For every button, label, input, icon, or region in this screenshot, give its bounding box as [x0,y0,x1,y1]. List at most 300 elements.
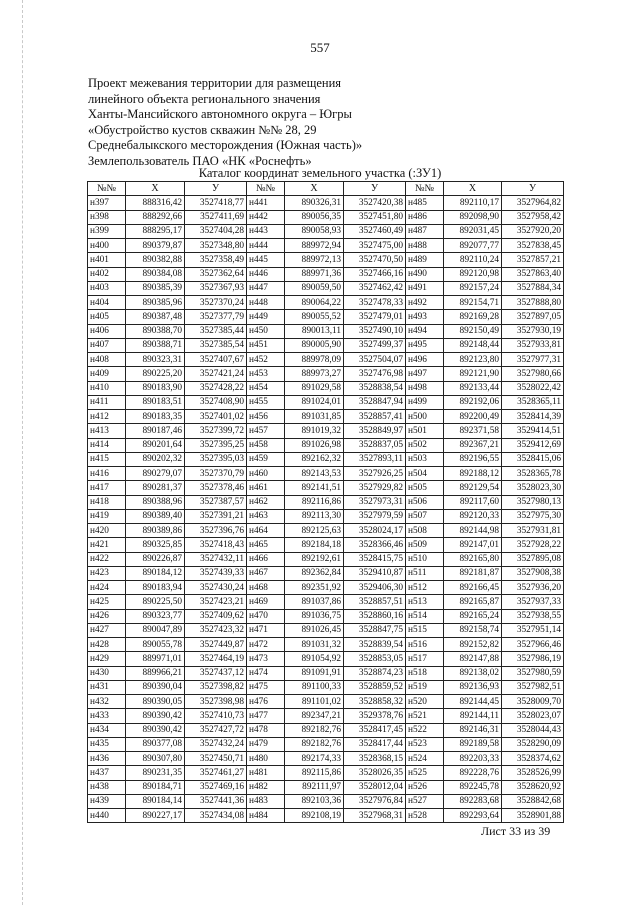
x-coordinate-cell: 892123,80 [444,353,502,367]
point-id-cell: н429 [88,652,126,666]
point-id-cell: н492 [406,296,444,310]
y-coordinate-cell: 3527964,82 [502,196,564,210]
y-coordinate-cell: 3527396,76 [185,524,247,538]
point-id-cell: н518 [406,666,444,680]
point-id-cell: н489 [406,253,444,267]
point-id-cell: н427 [88,623,126,637]
point-id-cell: н460 [247,467,285,481]
point-id-cell: н487 [406,224,444,238]
y-coordinate-cell: 3528415,06 [502,452,564,466]
x-coordinate-cell: 890384,08 [126,267,185,281]
table-row [88,638,564,652]
x-coordinate-cell: 892146,31 [444,723,502,737]
x-coordinate-cell: 890281,37 [126,481,185,495]
x-coordinate-cell: 892108,19 [285,809,344,823]
y-coordinate-cell: 3527398,98 [185,695,247,709]
table-row [88,224,564,238]
x-coordinate-cell: 892111,97 [285,780,344,794]
point-id-cell: н477 [247,709,285,723]
column-header: У [185,182,247,196]
y-coordinate-cell: 3528839,54 [344,638,406,652]
point-id-cell: н509 [406,538,444,552]
x-coordinate-cell: 890385,39 [126,281,185,295]
y-coordinate-cell: 3528366,46 [344,538,406,552]
x-coordinate-cell: 892148,44 [444,338,502,352]
x-coordinate-cell: 892182,76 [285,737,344,751]
point-id-cell: н519 [406,680,444,694]
point-id-cell: н456 [247,410,285,424]
y-coordinate-cell: 3527893,11 [344,452,406,466]
column-header: X [285,182,344,196]
x-coordinate-cell: 890013,11 [285,324,344,338]
y-coordinate-cell: 3527951,14 [502,623,564,637]
point-id-cell: н410 [88,381,126,395]
y-coordinate-cell: 3527348,80 [185,239,247,253]
y-coordinate-cell: 3527929,82 [344,481,406,495]
x-coordinate-cell: 892200,49 [444,410,502,424]
y-coordinate-cell: 3527980,59 [502,666,564,680]
point-id-cell: н523 [406,737,444,751]
y-coordinate-cell: 3527895,08 [502,552,564,566]
point-id-cell: н471 [247,623,285,637]
y-coordinate-cell: 3527470,50 [344,253,406,267]
point-id-cell: н424 [88,581,126,595]
table-row [88,509,564,523]
x-coordinate-cell: 890055,78 [126,638,185,652]
y-coordinate-cell: 3527401,02 [185,410,247,424]
table-row [88,381,564,395]
point-id-cell: н475 [247,680,285,694]
table-row [88,395,564,409]
x-coordinate-cell: 892110,24 [444,253,502,267]
x-coordinate-cell: 892077,77 [444,239,502,253]
x-coordinate-cell: 888295,17 [126,224,185,238]
x-coordinate-cell: 890390,05 [126,695,185,709]
point-id-cell: н404 [88,296,126,310]
point-id-cell: н527 [406,794,444,808]
point-id-cell: н472 [247,638,285,652]
point-id-cell: н490 [406,267,444,281]
point-id-cell: н444 [247,239,285,253]
table-row [88,239,564,253]
point-id-cell: н433 [88,709,126,723]
x-coordinate-cell: 892147,01 [444,538,502,552]
y-coordinate-cell: 3527418,43 [185,538,247,552]
point-id-cell: н446 [247,267,285,281]
x-coordinate-cell: 892184,18 [285,538,344,552]
x-coordinate-cell: 891031,85 [285,410,344,424]
x-coordinate-cell: 892129,54 [444,481,502,495]
y-coordinate-cell: 3527451,80 [344,210,406,224]
x-coordinate-cell: 890202,32 [126,452,185,466]
point-id-cell: н476 [247,695,285,709]
y-coordinate-cell: 3527975,30 [502,509,564,523]
point-id-cell: н511 [406,566,444,580]
y-coordinate-cell: 3527462,42 [344,281,406,295]
y-coordinate-cell: 3527395,03 [185,452,247,466]
y-coordinate-cell: 3527977,31 [502,353,564,367]
y-coordinate-cell: 3527378,46 [185,481,247,495]
y-coordinate-cell: 3527407,67 [185,353,247,367]
y-coordinate-cell: 3527884,34 [502,281,564,295]
x-coordinate-cell: 891101,02 [285,695,344,709]
point-id-cell: н464 [247,524,285,538]
point-id-cell: н449 [247,310,285,324]
x-coordinate-cell: 890388,70 [126,324,185,338]
x-coordinate-cell: 892150,49 [444,324,502,338]
table-row [88,809,564,823]
x-coordinate-cell: 892182,76 [285,723,344,737]
table-row [88,424,564,438]
x-coordinate-cell: 890382,88 [126,253,185,267]
x-coordinate-cell: 892157,24 [444,281,502,295]
x-coordinate-cell: 892143,53 [285,467,344,481]
x-coordinate-cell: 892141,51 [285,481,344,495]
y-coordinate-cell: 3528012,04 [344,780,406,794]
point-id-cell: н506 [406,495,444,509]
point-id-cell: н467 [247,566,285,580]
x-coordinate-cell: 892117,60 [444,495,502,509]
header-line: «Обустройство кустов скважин №№ 28, 29 [88,122,317,137]
x-coordinate-cell: 890279,07 [126,467,185,481]
point-id-cell: н454 [247,381,285,395]
point-id-cell: н493 [406,310,444,324]
x-coordinate-cell: 889972,94 [285,239,344,253]
y-coordinate-cell: 3528368,15 [344,752,406,766]
table-row [88,196,564,210]
x-coordinate-cell: 890389,40 [126,509,185,523]
x-coordinate-cell: 889973,27 [285,367,344,381]
x-coordinate-cell: 891029,58 [285,381,344,395]
point-id-cell: н513 [406,595,444,609]
y-coordinate-cell: 3527398,82 [185,680,247,694]
point-id-cell: н431 [88,680,126,694]
y-coordinate-cell: 3527499,37 [344,338,406,352]
y-coordinate-cell: 3528022,42 [502,381,564,395]
x-coordinate-cell: 890059,50 [285,281,344,295]
point-id-cell: н474 [247,666,285,680]
table-row [88,310,564,324]
x-coordinate-cell: 892144,11 [444,709,502,723]
point-id-cell: н503 [406,452,444,466]
point-id-cell: н498 [406,381,444,395]
x-coordinate-cell: 890184,71 [126,780,185,794]
x-coordinate-cell: 889971,01 [126,652,185,666]
point-id-cell: н497 [406,367,444,381]
point-id-cell: н400 [88,239,126,253]
y-coordinate-cell: 3528009,70 [502,695,564,709]
point-id-cell: н401 [88,253,126,267]
y-coordinate-cell: 3528044,43 [502,723,564,737]
y-coordinate-cell: 3528374,62 [502,752,564,766]
point-id-cell: н517 [406,652,444,666]
x-coordinate-cell: 892144,98 [444,524,502,538]
x-coordinate-cell: 892116,86 [285,495,344,509]
point-id-cell: н501 [406,424,444,438]
point-id-cell: н434 [88,723,126,737]
table-row [88,353,564,367]
x-coordinate-cell: 892188,12 [444,467,502,481]
point-id-cell: н409 [88,367,126,381]
point-id-cell: н416 [88,467,126,481]
point-id-cell: н411 [88,395,126,409]
point-id-cell: н459 [247,452,285,466]
point-id-cell: н485 [406,196,444,210]
point-id-cell: н418 [88,495,126,509]
table-row [88,709,564,723]
header-line: Ханты-Мансийского автономного округа – Югры [88,107,352,122]
x-coordinate-cell: 892293,64 [444,809,502,823]
y-coordinate-cell: 3527439,33 [185,566,247,580]
y-coordinate-cell: 3527409,62 [185,609,247,623]
table-row [88,680,564,694]
column-header: №№ [247,182,285,196]
point-id-cell: н428 [88,638,126,652]
x-coordinate-cell: 892196,55 [444,452,502,466]
y-coordinate-cell: 3528414,39 [502,410,564,424]
table-row [88,609,564,623]
x-coordinate-cell: 892133,44 [444,381,502,395]
x-coordinate-cell: 892189,58 [444,737,502,751]
y-coordinate-cell: 3527450,71 [185,752,247,766]
point-id-cell: н483 [247,794,285,808]
table-row [88,566,564,580]
x-coordinate-cell: 890183,94 [126,581,185,595]
y-coordinate-cell: 3527958,42 [502,210,564,224]
table-row [88,495,564,509]
x-coordinate-cell: 890201,64 [126,438,185,452]
point-id-cell: н496 [406,353,444,367]
point-id-cell: н447 [247,281,285,295]
y-coordinate-cell: 3527420,38 [344,196,406,210]
y-coordinate-cell: 3527926,25 [344,467,406,481]
x-coordinate-cell: 892166,45 [444,581,502,595]
point-id-cell: н504 [406,467,444,481]
table-header-row [88,182,564,196]
y-coordinate-cell: 3527432,24 [185,737,247,751]
y-coordinate-cell: 3528859,52 [344,680,406,694]
table-row [88,652,564,666]
point-id-cell: н500 [406,410,444,424]
y-coordinate-cell: 3529412,69 [502,438,564,452]
x-coordinate-cell: 890005,90 [285,338,344,352]
y-coordinate-cell: 3527423,21 [185,595,247,609]
x-coordinate-cell: 890325,85 [126,538,185,552]
y-coordinate-cell: 3527928,22 [502,538,564,552]
x-coordinate-cell: 892031,45 [444,224,502,238]
table-row [88,210,564,224]
point-id-cell: н525 [406,766,444,780]
y-coordinate-cell: 3527920,20 [502,224,564,238]
x-coordinate-cell: 891037,86 [285,595,344,609]
y-coordinate-cell: 3527395,25 [185,438,247,452]
table-row [88,595,564,609]
point-id-cell: н468 [247,581,285,595]
table-row [88,695,564,709]
y-coordinate-cell: 3528858,32 [344,695,406,709]
x-coordinate-cell: 891054,92 [285,652,344,666]
x-coordinate-cell: 891031,32 [285,638,344,652]
point-id-cell: н442 [247,210,285,224]
y-coordinate-cell: 3527358,49 [185,253,247,267]
point-id-cell: н439 [88,794,126,808]
y-coordinate-cell: 3527423,32 [185,623,247,637]
y-coordinate-cell: 3528849,97 [344,424,406,438]
table-row [88,723,564,737]
table-row [88,524,564,538]
column-header: X [444,182,502,196]
y-coordinate-cell: 3528847,94 [344,395,406,409]
y-coordinate-cell: 3527490,10 [344,324,406,338]
x-coordinate-cell: 891026,45 [285,623,344,637]
point-id-cell: н435 [88,737,126,751]
point-id-cell: н412 [88,410,126,424]
point-id-cell: н461 [247,481,285,495]
sheet-counter: Лист 33 из 39 [481,824,551,838]
x-coordinate-cell: 892228,76 [444,766,502,780]
y-coordinate-cell: 3527370,24 [185,296,247,310]
table-row [88,737,564,751]
point-id-cell: н516 [406,638,444,652]
y-coordinate-cell: 3527475,00 [344,239,406,253]
point-id-cell: н480 [247,752,285,766]
y-coordinate-cell: 3527931,81 [502,524,564,538]
point-id-cell: н515 [406,623,444,637]
point-id-cell: н522 [406,723,444,737]
y-coordinate-cell: 3527933,81 [502,338,564,352]
y-coordinate-cell: 3528857,51 [344,595,406,609]
point-id-cell: н452 [247,353,285,367]
point-id-cell: н445 [247,253,285,267]
point-id-cell: н521 [406,709,444,723]
point-id-cell: н491 [406,281,444,295]
y-coordinate-cell: 3527980,66 [502,367,564,381]
y-coordinate-cell: 3528857,41 [344,410,406,424]
table-row [88,481,564,495]
y-coordinate-cell: 3527980,13 [502,495,564,509]
point-id-cell: н470 [247,609,285,623]
x-coordinate-cell: 889978,09 [285,353,344,367]
x-coordinate-cell: 892154,71 [444,296,502,310]
x-coordinate-cell: 891024,01 [285,395,344,409]
x-coordinate-cell: 892144,45 [444,695,502,709]
point-id-cell: н420 [88,524,126,538]
point-id-cell: н528 [406,809,444,823]
x-coordinate-cell: 890389,86 [126,524,185,538]
point-id-cell: н406 [88,324,126,338]
y-coordinate-cell: 3527362,64 [185,267,247,281]
point-id-cell: н478 [247,723,285,737]
x-coordinate-cell: 890225,20 [126,367,185,381]
point-id-cell: н512 [406,581,444,595]
x-coordinate-cell: 890385,96 [126,296,185,310]
x-coordinate-cell: 889971,36 [285,267,344,281]
point-id-cell: н508 [406,524,444,538]
x-coordinate-cell: 892192,06 [444,395,502,409]
y-coordinate-cell: 3528842,68 [502,794,564,808]
x-coordinate-cell: 892203,33 [444,752,502,766]
y-coordinate-cell: 3527408,90 [185,395,247,409]
x-coordinate-cell: 892162,32 [285,452,344,466]
y-coordinate-cell: 3527908,38 [502,566,564,580]
point-id-cell: н403 [88,281,126,295]
x-coordinate-cell: 892347,21 [285,709,344,723]
point-id-cell: н482 [247,780,285,794]
y-coordinate-cell: 3528901,88 [502,809,564,823]
y-coordinate-cell: 3528417,45 [344,723,406,737]
point-id-cell: н494 [406,324,444,338]
point-id-cell: н486 [406,210,444,224]
y-coordinate-cell: 3527888,80 [502,296,564,310]
y-coordinate-cell: 3528023,07 [502,709,564,723]
table-row [88,267,564,281]
header-line: Землепользователь ПАО «НК «Роснефть» [88,153,312,168]
y-coordinate-cell: 3527391,21 [185,509,247,523]
y-coordinate-cell: 3528023,30 [502,481,564,495]
x-coordinate-cell: 892121,90 [444,367,502,381]
x-coordinate-cell: 890183,35 [126,410,185,424]
y-coordinate-cell: 3528837,05 [344,438,406,452]
y-coordinate-cell: 3527385,44 [185,324,247,338]
column-header: У [344,182,406,196]
y-coordinate-cell: 3529406,30 [344,581,406,595]
x-coordinate-cell: 892125,63 [285,524,344,538]
y-coordinate-cell: 3527857,21 [502,253,564,267]
point-id-cell: н510 [406,552,444,566]
point-id-cell: н436 [88,752,126,766]
x-coordinate-cell: 892169,28 [444,310,502,324]
x-coordinate-cell: 892098,90 [444,210,502,224]
point-id-cell: н448 [247,296,285,310]
x-coordinate-cell: 892152,82 [444,638,502,652]
y-coordinate-cell: 3527399,72 [185,424,247,438]
table-row [88,766,564,780]
y-coordinate-cell: 3527897,05 [502,310,564,324]
column-header: У [502,182,564,196]
x-coordinate-cell: 890187,46 [126,424,185,438]
point-id-cell: н408 [88,353,126,367]
y-coordinate-cell: 3527986,19 [502,652,564,666]
y-coordinate-cell: 3528838,54 [344,381,406,395]
header-line: Среднебалыкского месторождения (Южная часть)» [88,138,363,153]
x-coordinate-cell: 890388,96 [126,495,185,509]
x-coordinate-cell: 892158,74 [444,623,502,637]
x-coordinate-cell: 890183,90 [126,381,185,395]
y-coordinate-cell: 3527979,59 [344,509,406,523]
x-coordinate-cell: 890225,50 [126,595,185,609]
x-coordinate-cell: 890379,87 [126,239,185,253]
point-id-cell: н422 [88,552,126,566]
table-row [88,780,564,794]
point-id-cell: н405 [88,310,126,324]
table-row [88,410,564,424]
y-coordinate-cell: 3527937,33 [502,595,564,609]
y-coordinate-cell: 3528847,75 [344,623,406,637]
y-coordinate-cell: 3527479,01 [344,310,406,324]
point-id-cell: н466 [247,552,285,566]
point-id-cell: н450 [247,324,285,338]
table-row [88,467,564,481]
point-id-cell: н526 [406,780,444,794]
point-id-cell: н455 [247,395,285,409]
x-coordinate-cell: 892103,36 [285,794,344,808]
x-coordinate-cell: 892120,33 [444,509,502,523]
y-coordinate-cell: 3527966,46 [502,638,564,652]
y-coordinate-cell: 3527469,16 [185,780,247,794]
x-coordinate-cell: 892115,86 [285,766,344,780]
point-id-cell: н465 [247,538,285,552]
y-coordinate-cell: 3527441,36 [185,794,247,808]
